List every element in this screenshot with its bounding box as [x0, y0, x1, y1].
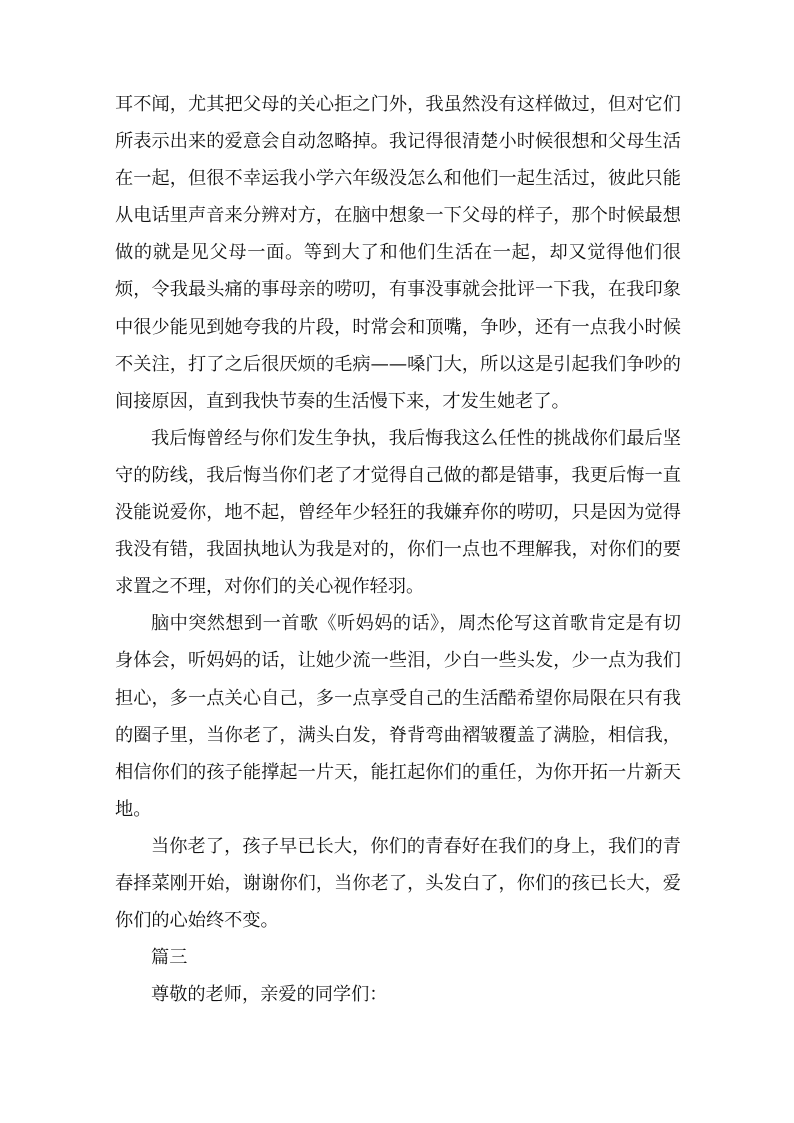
- paragraph-4: 当你老了，孩子早已长大，你们的青春好在我们的身上，我们的青春择菜刚开始，谢谢你们，当你老了，头发白了，你们的孩已长大，爱你们的心始终不变。: [115, 835, 681, 932]
- section-heading: 篇三: [151, 947, 188, 969]
- paragraph-1: 耳不闻，尤其把父母的关心拒之门外，我虽然没有这样做过，但对它们所表示出来的爱意会自动忽略掉。我记得很清楚小时候很想和父母生活在一起，但很不幸运我小学六年级没怎么和他们一起生活过，彼此只能从电话里声音来分辨对方，在脑中想象一下父母的样子，那个时候最想做的就是见父母一面。等到大了和他们生活在一起，却又觉得他们很烦，令我最头痛的事母亲的唠叨，有事没事就会批评一下我，在我印象中很少能见到她夸我的片段，时常会和顶嘴，争吵，还有一点我小时候不关注，打了之后很厌烦的毛病——嗓门大，所以这是引起我们争吵的间接原因，直到我快节奏的生活慢下来，才发生她老了。: [115, 94, 681, 412]
- document-page: [115, 86, 681, 1013]
- paragraph-3: 脑中突然想到一首歌《听妈妈的话》，周杰伦写这首歌肯定是有切身体会，听妈妈的话，让她少流一些泪，少白一些头发，少一点为我们担心，多一点关心自己，多一点享受自己的生活酷希望你局限在只有我的圈子里，当你老了，满头白发，脊背弯曲褶皱覆盖了满脸，相信我，相信你们的孩子能撑起一片天，能扛起你们的重任，为你开拓一片新天地。: [115, 613, 681, 820]
- salutation: 尊敬的老师，亲爱的同学们：: [151, 984, 388, 1006]
- paragraph-2: 我后悔曾经与你们发生争执，我后悔我这么任性的挑战你们最后坚守的防线，我后悔当你们老了才觉得自己做的都是错事，我更后悔一直没能说爱你，地不起，曾经年少轻狂的我嫌弃你的唠叨，只是因为觉得我没有错，我固执地认为我是对的，你们一点也不理解我，对你们的要求置之不理，对你们的关心视作轻羽。: [115, 427, 681, 598]
